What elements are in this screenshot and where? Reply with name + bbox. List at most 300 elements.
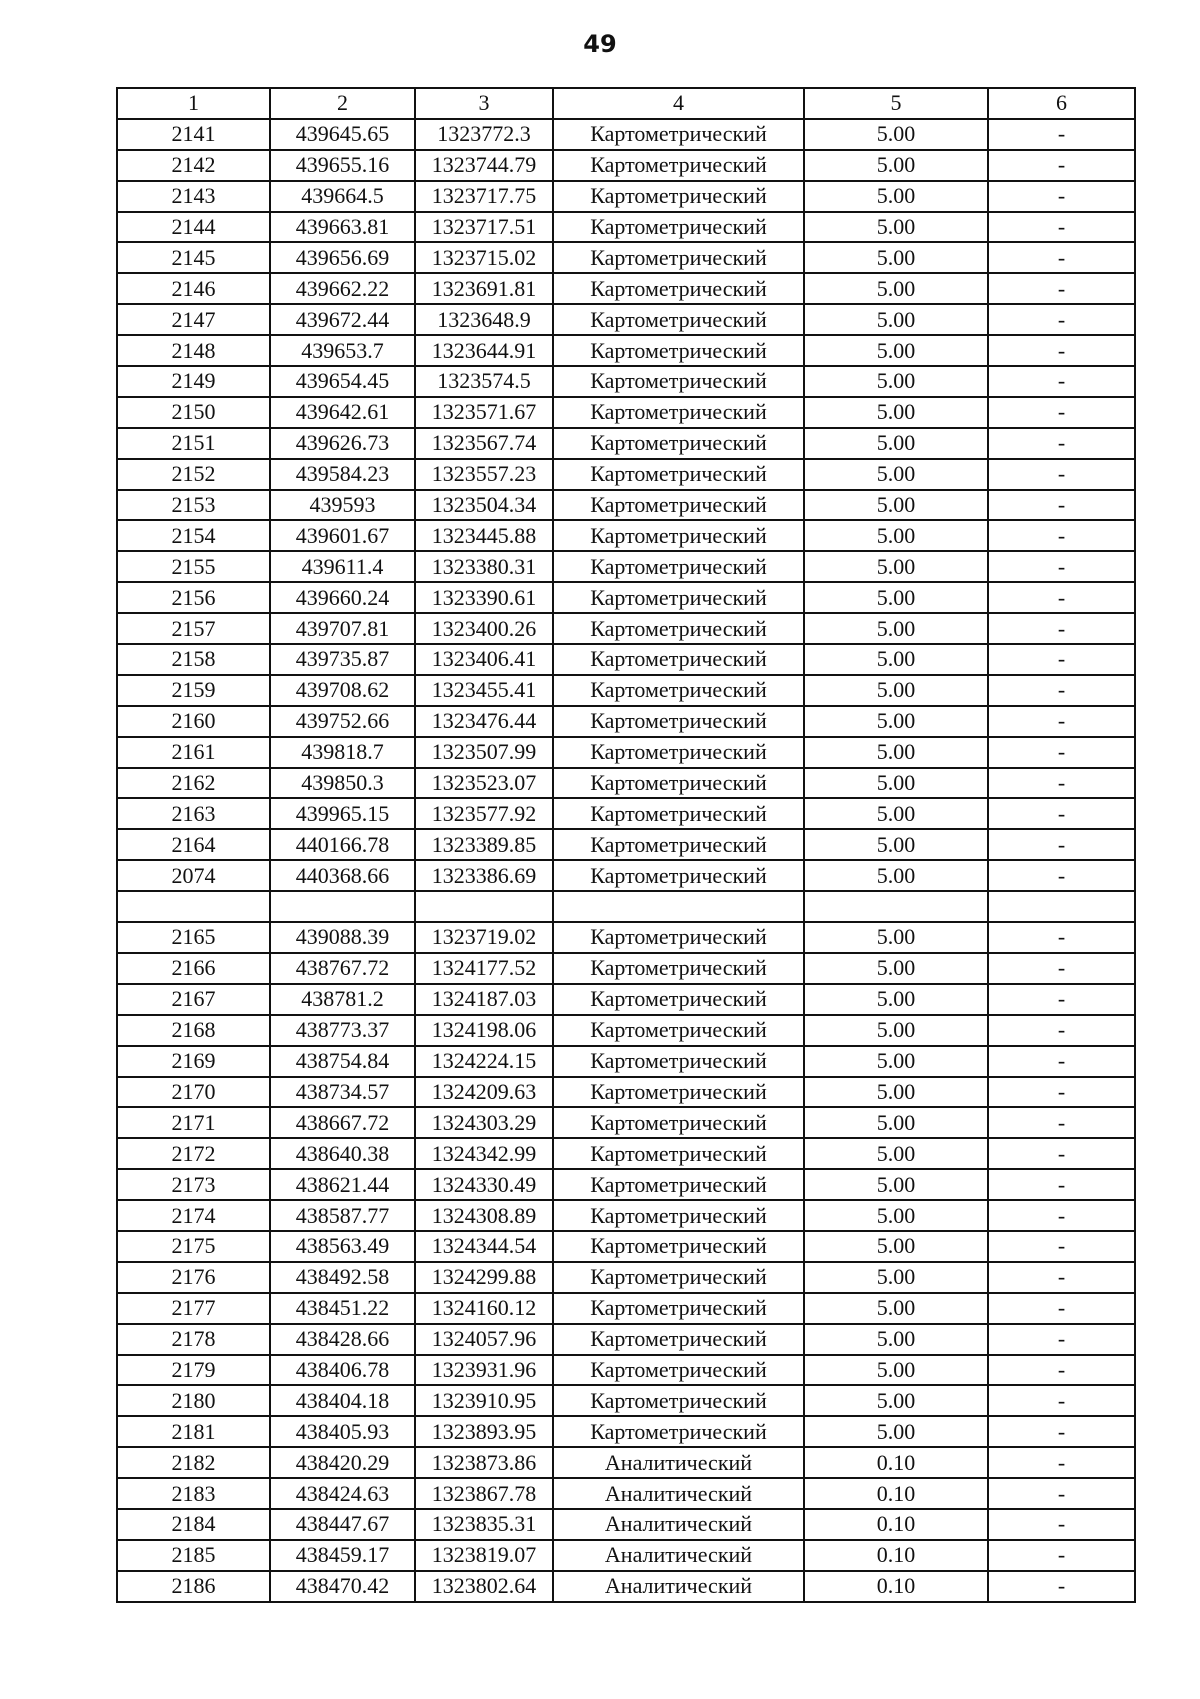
method-cell: Картометрический [553, 829, 804, 860]
note-cell: - [988, 1447, 1135, 1478]
method-cell: Картометрический [553, 366, 804, 397]
method-cell: Картометрический [553, 459, 804, 490]
y-coordinate-cell: 1323476.44 [415, 706, 553, 737]
accuracy-cell: 5.00 [804, 922, 988, 953]
point-number-cell [117, 891, 270, 922]
accuracy-cell: 5.00 [804, 1107, 988, 1138]
note-cell: - [988, 273, 1135, 304]
accuracy-cell: 5.00 [804, 212, 988, 243]
accuracy-cell: 5.00 [804, 150, 988, 181]
note-cell: - [988, 706, 1135, 737]
method-cell: Аналитический [553, 1571, 804, 1602]
point-number-cell: 2141 [117, 119, 270, 150]
point-number-cell: 2169 [117, 1046, 270, 1077]
accuracy-cell [804, 891, 988, 922]
note-cell: - [988, 1015, 1135, 1046]
accuracy-cell: 5.00 [804, 1231, 988, 1262]
point-number-cell: 2165 [117, 922, 270, 953]
x-coordinate-cell: 438621.44 [270, 1169, 415, 1200]
header-cell: 2 [270, 88, 415, 119]
table-row [117, 1355, 1135, 1386]
accuracy-cell: 5.00 [804, 860, 988, 891]
y-coordinate-cell: 1323819.07 [415, 1540, 553, 1571]
accuracy-cell: 5.00 [804, 242, 988, 273]
table-row [117, 1293, 1135, 1324]
point-number-cell: 2177 [117, 1293, 270, 1324]
x-coordinate-cell: 439653.7 [270, 335, 415, 366]
accuracy-cell: 5.00 [804, 706, 988, 737]
x-coordinate-cell: 438406.78 [270, 1355, 415, 1386]
header-cell: 6 [988, 88, 1135, 119]
note-cell: - [988, 644, 1135, 675]
y-coordinate-cell: 1323455.41 [415, 675, 553, 706]
point-number-cell: 2145 [117, 242, 270, 273]
y-coordinate-cell: 1324303.29 [415, 1107, 553, 1138]
y-coordinate-cell: 1323571.67 [415, 397, 553, 428]
header-cell: 1 [117, 88, 270, 119]
table-row [117, 1447, 1135, 1478]
note-cell: - [988, 459, 1135, 490]
accuracy-cell: 0.10 [804, 1447, 988, 1478]
point-number-cell: 2148 [117, 335, 270, 366]
accuracy-cell: 5.00 [804, 768, 988, 799]
table-row [117, 490, 1135, 521]
accuracy-cell: 5.00 [804, 613, 988, 644]
method-cell: Картометрический [553, 768, 804, 799]
note-cell: - [988, 1540, 1135, 1571]
accuracy-cell: 5.00 [804, 1138, 988, 1169]
table-body [117, 119, 1135, 1602]
point-number-cell: 2168 [117, 1015, 270, 1046]
page-number: 49 [583, 30, 617, 58]
accuracy-cell: 0.10 [804, 1571, 988, 1602]
y-coordinate-cell: 1324224.15 [415, 1046, 553, 1077]
method-cell: Аналитический [553, 1478, 804, 1509]
note-cell: - [988, 181, 1135, 212]
accuracy-cell: 0.10 [804, 1478, 988, 1509]
method-cell: Картометрический [553, 150, 804, 181]
x-coordinate-cell: 438470.42 [270, 1571, 415, 1602]
note-cell: - [988, 242, 1135, 273]
note-cell: - [988, 551, 1135, 582]
note-cell: - [988, 675, 1135, 706]
x-coordinate-cell: 438773.37 [270, 1015, 415, 1046]
y-coordinate-cell: 1324160.12 [415, 1293, 553, 1324]
table-row [117, 1324, 1135, 1355]
accuracy-cell: 5.00 [804, 582, 988, 613]
x-coordinate-cell: 438428.66 [270, 1324, 415, 1355]
note-cell: - [988, 335, 1135, 366]
x-coordinate-cell: 438781.2 [270, 984, 415, 1015]
point-number-cell: 2162 [117, 768, 270, 799]
y-coordinate-cell: 1323574.5 [415, 366, 553, 397]
accuracy-cell: 5.00 [804, 551, 988, 582]
accuracy-cell: 5.00 [804, 366, 988, 397]
y-coordinate-cell: 1323867.78 [415, 1478, 553, 1509]
table-row [117, 366, 1135, 397]
point-number-cell: 2157 [117, 613, 270, 644]
y-coordinate-cell: 1324342.99 [415, 1138, 553, 1169]
point-number-cell: 2181 [117, 1416, 270, 1447]
table-row [117, 397, 1135, 428]
table-row [117, 242, 1135, 273]
header-cell: 3 [415, 88, 553, 119]
note-cell: - [988, 1231, 1135, 1262]
x-coordinate-cell: 439601.67 [270, 520, 415, 551]
point-number-cell: 2182 [117, 1447, 270, 1478]
x-coordinate-cell: 440368.66 [270, 860, 415, 891]
note-cell: - [988, 984, 1135, 1015]
method-cell: Картометрический [553, 273, 804, 304]
x-coordinate-cell: 438492.58 [270, 1262, 415, 1293]
method-cell: Картометрический [553, 582, 804, 613]
x-coordinate-cell: 438563.49 [270, 1231, 415, 1262]
y-coordinate-cell: 1323389.85 [415, 829, 553, 860]
y-coordinate-cell: 1324198.06 [415, 1015, 553, 1046]
point-number-cell: 2153 [117, 490, 270, 521]
note-cell: - [988, 1571, 1135, 1602]
method-cell: Картометрический [553, 212, 804, 243]
x-coordinate-cell: 438667.72 [270, 1107, 415, 1138]
note-cell: - [988, 490, 1135, 521]
method-cell: Картометрический [553, 798, 804, 829]
x-coordinate-cell: 438405.93 [270, 1416, 415, 1447]
table-row [117, 1138, 1135, 1169]
x-coordinate-cell: 439654.45 [270, 366, 415, 397]
point-number-cell: 2156 [117, 582, 270, 613]
x-coordinate-cell: 439752.66 [270, 706, 415, 737]
note-cell: - [988, 1355, 1135, 1386]
method-cell: Картометрический [553, 520, 804, 551]
note-cell: - [988, 1478, 1135, 1509]
y-coordinate-cell: 1324187.03 [415, 984, 553, 1015]
y-coordinate-cell: 1323523.07 [415, 768, 553, 799]
x-coordinate-cell: 439708.62 [270, 675, 415, 706]
point-number-cell: 2155 [117, 551, 270, 582]
table-row [117, 1046, 1135, 1077]
y-coordinate-cell: 1323717.75 [415, 181, 553, 212]
x-coordinate-cell: 439593 [270, 490, 415, 521]
method-cell: Картометрический [553, 1262, 804, 1293]
y-coordinate-cell: 1324177.52 [415, 953, 553, 984]
y-coordinate-cell: 1323507.99 [415, 737, 553, 768]
x-coordinate-cell: 439735.87 [270, 644, 415, 675]
y-coordinate-cell: 1323386.69 [415, 860, 553, 891]
point-number-cell: 2173 [117, 1169, 270, 1200]
method-cell: Картометрический [553, 984, 804, 1015]
y-coordinate-cell: 1323390.61 [415, 582, 553, 613]
method-cell: Картометрический [553, 119, 804, 150]
accuracy-cell: 5.00 [804, 397, 988, 428]
x-coordinate-cell: 439645.65 [270, 119, 415, 150]
method-cell: Картометрический [553, 397, 804, 428]
method-cell: Картометрический [553, 953, 804, 984]
method-cell [553, 891, 804, 922]
note-cell: - [988, 798, 1135, 829]
accuracy-cell: 5.00 [804, 1046, 988, 1077]
accuracy-cell: 5.00 [804, 675, 988, 706]
y-coordinate-cell: 1323691.81 [415, 273, 553, 304]
note-cell: - [988, 1385, 1135, 1416]
point-number-cell: 2170 [117, 1077, 270, 1108]
note-cell: - [988, 1169, 1135, 1200]
accuracy-cell: 5.00 [804, 304, 988, 335]
y-coordinate-cell: 1324344.54 [415, 1231, 553, 1262]
x-coordinate-cell: 439655.16 [270, 150, 415, 181]
x-coordinate-cell: 438459.17 [270, 1540, 415, 1571]
x-coordinate-cell: 438640.38 [270, 1138, 415, 1169]
point-number-cell: 2149 [117, 366, 270, 397]
point-number-cell: 2186 [117, 1571, 270, 1602]
accuracy-cell: 5.00 [804, 1416, 988, 1447]
method-cell: Картометрический [553, 551, 804, 582]
accuracy-cell: 0.10 [804, 1540, 988, 1571]
header-row [117, 88, 1135, 119]
y-coordinate-cell: 1323717.51 [415, 212, 553, 243]
x-coordinate-cell: 438734.57 [270, 1077, 415, 1108]
method-cell: Картометрический [553, 335, 804, 366]
note-cell: - [988, 1509, 1135, 1540]
x-coordinate-cell: 438587.77 [270, 1200, 415, 1231]
coordinates-table [116, 87, 1136, 1603]
accuracy-cell: 5.00 [804, 737, 988, 768]
x-coordinate-cell [270, 891, 415, 922]
accuracy-cell: 5.00 [804, 1293, 988, 1324]
y-coordinate-cell: 1323577.92 [415, 798, 553, 829]
table-row [117, 1231, 1135, 1262]
method-cell: Картометрический [553, 490, 804, 521]
accuracy-cell: 5.00 [804, 1169, 988, 1200]
table-row [117, 675, 1135, 706]
method-cell: Картометрический [553, 181, 804, 212]
x-coordinate-cell: 439088.39 [270, 922, 415, 953]
point-number-cell: 2144 [117, 212, 270, 243]
note-cell: - [988, 366, 1135, 397]
y-coordinate-cell: 1323400.26 [415, 613, 553, 644]
accuracy-cell: 5.00 [804, 644, 988, 675]
note-cell: - [988, 768, 1135, 799]
x-coordinate-cell: 438420.29 [270, 1447, 415, 1478]
accuracy-cell: 5.00 [804, 829, 988, 860]
point-number-cell: 2164 [117, 829, 270, 860]
table-row [117, 829, 1135, 860]
note-cell: - [988, 1046, 1135, 1077]
accuracy-cell: 5.00 [804, 1077, 988, 1108]
y-coordinate-cell: 1323380.31 [415, 551, 553, 582]
x-coordinate-cell: 439662.22 [270, 273, 415, 304]
point-number-cell: 2154 [117, 520, 270, 551]
x-coordinate-cell: 438767.72 [270, 953, 415, 984]
point-number-cell: 2174 [117, 1200, 270, 1231]
y-coordinate-cell: 1323893.95 [415, 1416, 553, 1447]
point-number-cell: 2185 [117, 1540, 270, 1571]
table-row [117, 1416, 1135, 1447]
y-coordinate-cell: 1324299.88 [415, 1262, 553, 1293]
y-coordinate-cell: 1323910.95 [415, 1385, 553, 1416]
y-coordinate-cell: 1323873.86 [415, 1447, 553, 1478]
header-cell: 4 [553, 88, 804, 119]
y-coordinate-cell: 1324057.96 [415, 1324, 553, 1355]
table-row [117, 582, 1135, 613]
y-coordinate-cell: 1323504.34 [415, 490, 553, 521]
note-cell: - [988, 397, 1135, 428]
y-coordinate-cell: 1324330.49 [415, 1169, 553, 1200]
y-coordinate-cell: 1323744.79 [415, 150, 553, 181]
table-row [117, 891, 1135, 922]
method-cell: Аналитический [553, 1509, 804, 1540]
table-row [117, 860, 1135, 891]
point-number-cell: 2178 [117, 1324, 270, 1355]
method-cell: Картометрический [553, 1293, 804, 1324]
table-row [117, 922, 1135, 953]
point-number-cell: 2160 [117, 706, 270, 737]
table-row [117, 953, 1135, 984]
x-coordinate-cell: 439850.3 [270, 768, 415, 799]
method-cell: Картометрический [553, 922, 804, 953]
point-number-cell: 2183 [117, 1478, 270, 1509]
note-cell: - [988, 582, 1135, 613]
x-coordinate-cell: 438451.22 [270, 1293, 415, 1324]
table-row [117, 1077, 1135, 1108]
table-row [117, 428, 1135, 459]
method-cell: Картометрический [553, 644, 804, 675]
method-cell: Картометрический [553, 1231, 804, 1262]
header-cell: 5 [804, 88, 988, 119]
note-cell: - [988, 1077, 1135, 1108]
point-number-cell: 2166 [117, 953, 270, 984]
point-number-cell: 2147 [117, 304, 270, 335]
accuracy-cell: 5.00 [804, 953, 988, 984]
point-number-cell: 2159 [117, 675, 270, 706]
table-row [117, 119, 1135, 150]
note-cell: - [988, 1262, 1135, 1293]
table-row [117, 644, 1135, 675]
point-number-cell: 2180 [117, 1385, 270, 1416]
table-row [117, 984, 1135, 1015]
point-number-cell: 2151 [117, 428, 270, 459]
method-cell: Картометрический [553, 1200, 804, 1231]
table-row [117, 1478, 1135, 1509]
note-cell: - [988, 150, 1135, 181]
x-coordinate-cell: 439611.4 [270, 551, 415, 582]
x-coordinate-cell: 439656.69 [270, 242, 415, 273]
accuracy-cell: 5.00 [804, 1355, 988, 1386]
accuracy-cell: 5.00 [804, 181, 988, 212]
accuracy-cell: 5.00 [804, 1262, 988, 1293]
point-number-cell: 2161 [117, 737, 270, 768]
y-coordinate-cell: 1324209.63 [415, 1077, 553, 1108]
point-number-cell: 2175 [117, 1231, 270, 1262]
method-cell: Картометрический [553, 675, 804, 706]
note-cell: - [988, 922, 1135, 953]
table-row [117, 1200, 1135, 1231]
accuracy-cell: 5.00 [804, 490, 988, 521]
x-coordinate-cell: 439663.81 [270, 212, 415, 243]
accuracy-cell: 5.00 [804, 119, 988, 150]
y-coordinate-cell: 1323931.96 [415, 1355, 553, 1386]
x-coordinate-cell: 439965.15 [270, 798, 415, 829]
table-row [117, 1169, 1135, 1200]
y-coordinate-cell: 1323406.41 [415, 644, 553, 675]
point-number-cell: 2163 [117, 798, 270, 829]
method-cell: Картометрический [553, 613, 804, 644]
accuracy-cell: 5.00 [804, 798, 988, 829]
table-row [117, 459, 1135, 490]
note-cell: - [988, 119, 1135, 150]
note-cell: - [988, 1293, 1135, 1324]
note-cell: - [988, 737, 1135, 768]
method-cell: Картометрический [553, 1046, 804, 1077]
point-number-cell: 2074 [117, 860, 270, 891]
table-row [117, 181, 1135, 212]
note-cell: - [988, 212, 1135, 243]
y-coordinate-cell: 1323802.64 [415, 1571, 553, 1602]
method-cell: Картометрический [553, 737, 804, 768]
y-coordinate-cell: 1323648.9 [415, 304, 553, 335]
note-cell: - [988, 1416, 1135, 1447]
method-cell: Картометрический [553, 1138, 804, 1169]
table-row [117, 1571, 1135, 1602]
note-cell: - [988, 1107, 1135, 1138]
note-cell [988, 891, 1135, 922]
table-row [117, 1015, 1135, 1046]
method-cell: Аналитический [553, 1447, 804, 1478]
method-cell: Картометрический [553, 1416, 804, 1447]
accuracy-cell: 5.00 [804, 1200, 988, 1231]
table-row [117, 212, 1135, 243]
table-row [117, 335, 1135, 366]
table-header [117, 88, 1135, 119]
table-row [117, 706, 1135, 737]
accuracy-cell: 5.00 [804, 520, 988, 551]
x-coordinate-cell: 439660.24 [270, 582, 415, 613]
table-row [117, 1509, 1135, 1540]
note-cell: - [988, 1324, 1135, 1355]
point-number-cell: 2171 [117, 1107, 270, 1138]
method-cell: Картометрический [553, 1107, 804, 1138]
table-row [117, 613, 1135, 644]
x-coordinate-cell: 438754.84 [270, 1046, 415, 1077]
table-row [117, 1107, 1135, 1138]
point-number-cell: 2184 [117, 1509, 270, 1540]
point-number-cell: 2158 [117, 644, 270, 675]
x-coordinate-cell: 440166.78 [270, 829, 415, 860]
point-number-cell: 2142 [117, 150, 270, 181]
note-cell: - [988, 953, 1135, 984]
table-row [117, 520, 1135, 551]
method-cell: Картометрический [553, 1355, 804, 1386]
accuracy-cell: 5.00 [804, 428, 988, 459]
table-row [117, 304, 1135, 335]
accuracy-cell: 0.10 [804, 1509, 988, 1540]
x-coordinate-cell: 438404.18 [270, 1385, 415, 1416]
point-number-cell: 2176 [117, 1262, 270, 1293]
x-coordinate-cell: 439642.61 [270, 397, 415, 428]
table-row [117, 1385, 1135, 1416]
x-coordinate-cell: 439626.73 [270, 428, 415, 459]
x-coordinate-cell: 439584.23 [270, 459, 415, 490]
x-coordinate-cell: 438447.67 [270, 1509, 415, 1540]
y-coordinate-cell: 1323644.91 [415, 335, 553, 366]
point-number-cell: 2179 [117, 1355, 270, 1386]
table-row [117, 273, 1135, 304]
note-cell: - [988, 428, 1135, 459]
x-coordinate-cell: 439818.7 [270, 737, 415, 768]
x-coordinate-cell: 439672.44 [270, 304, 415, 335]
method-cell: Картометрический [553, 242, 804, 273]
accuracy-cell: 5.00 [804, 1324, 988, 1355]
note-cell: - [988, 1138, 1135, 1169]
